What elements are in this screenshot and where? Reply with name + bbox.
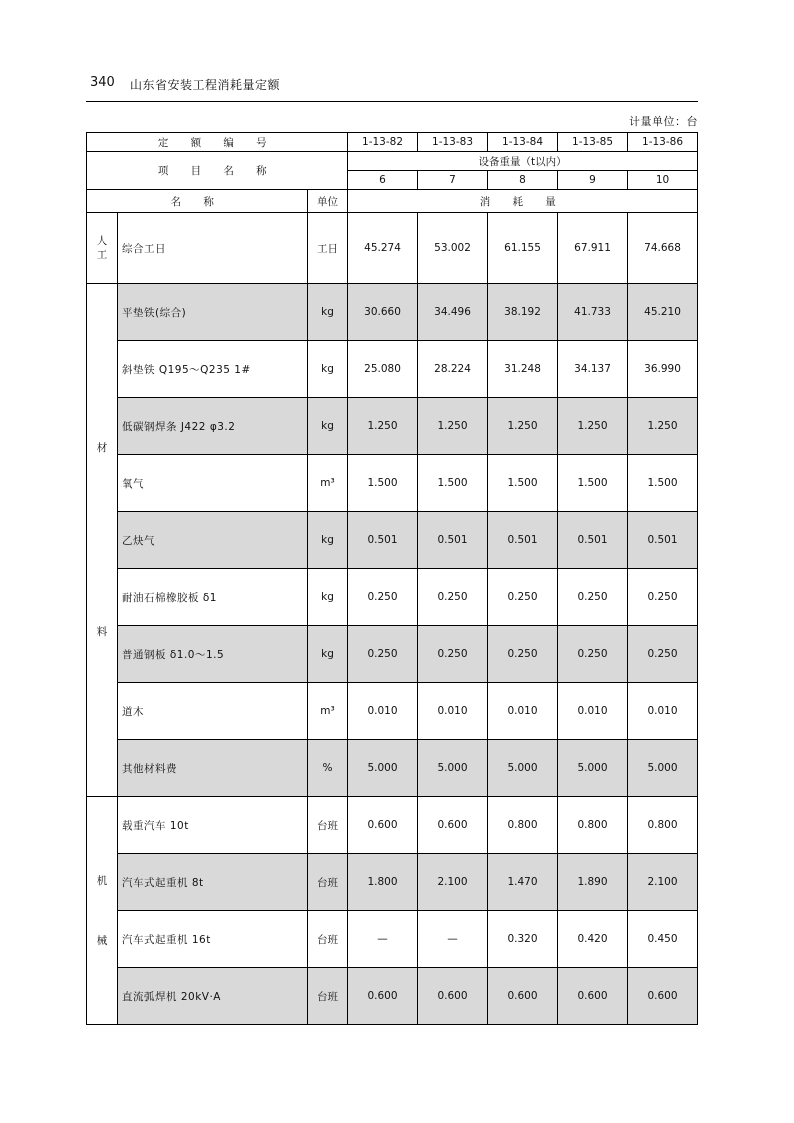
resource-name: 其他材料费 — [118, 740, 308, 797]
consumption-value: 53.002 — [418, 213, 488, 284]
material-row — [87, 626, 698, 683]
machinery-row — [87, 797, 698, 854]
resource-name: 氧气 — [118, 455, 308, 512]
param-value: 8 — [488, 171, 558, 190]
consumption-value: 1.250 — [488, 398, 558, 455]
resource-unit: 台班 — [308, 968, 348, 1025]
resource-name: 平垫铁(综合) — [118, 284, 308, 341]
material-category: 材 料 — [87, 284, 118, 797]
consumption-value: 0.010 — [558, 683, 628, 740]
consumption-value: 1.250 — [418, 398, 488, 455]
consumption-value: 0.320 — [488, 911, 558, 968]
consumption-value: 34.496 — [418, 284, 488, 341]
consumption-value: 5.000 — [558, 740, 628, 797]
consumption-value: 1.500 — [418, 455, 488, 512]
material-row — [87, 284, 698, 341]
consumption-value: 30.660 — [348, 284, 418, 341]
consumption-value: 0.250 — [558, 569, 628, 626]
consumption-value: 0.250 — [348, 626, 418, 683]
resource-name: 耐油石棉橡胶板 δ1 — [118, 569, 308, 626]
machinery-row — [87, 854, 698, 911]
consumption-value: 0.010 — [628, 683, 698, 740]
consumption-value: 0.250 — [488, 626, 558, 683]
param-value: 6 — [348, 171, 418, 190]
material-row — [87, 512, 698, 569]
consumption-header: 消 耗 量 — [348, 190, 698, 213]
quota-code: 1-13-86 — [628, 133, 698, 152]
resource-unit: % — [308, 740, 348, 797]
param-value: 10 — [628, 171, 698, 190]
consumption-value: 34.137 — [558, 341, 628, 398]
consumption-value: — — [348, 911, 418, 968]
consumption-value: 1.500 — [558, 455, 628, 512]
consumption-value: 0.501 — [558, 512, 628, 569]
material-row — [87, 341, 698, 398]
consumption-value: 0.010 — [348, 683, 418, 740]
resource-unit: kg — [308, 284, 348, 341]
consumption-value: 0.250 — [558, 626, 628, 683]
material-row — [87, 740, 698, 797]
machinery-row — [87, 968, 698, 1025]
resource-unit: kg — [308, 398, 348, 455]
consumption-value: 0.420 — [558, 911, 628, 968]
consumption-value: 5.000 — [628, 740, 698, 797]
machinery-row — [87, 911, 698, 968]
name-column-header: 名 称 — [87, 190, 308, 213]
resource-unit: m³ — [308, 683, 348, 740]
resource-name: 汽车式起重机 8t — [118, 854, 308, 911]
consumption-value: 38.192 — [488, 284, 558, 341]
consumption-value: 1.800 — [348, 854, 418, 911]
consumption-value: 0.600 — [628, 968, 698, 1025]
labor-category: 人 工 — [87, 213, 118, 284]
consumption-value: 45.210 — [628, 284, 698, 341]
resource-unit: m³ — [308, 455, 348, 512]
resource-name: 低碳钢焊条 J422 φ3.2 — [118, 398, 308, 455]
consumption-value: 1.500 — [488, 455, 558, 512]
consumption-value: 1.250 — [348, 398, 418, 455]
consumption-value: 0.600 — [348, 797, 418, 854]
consumption-value: 0.501 — [488, 512, 558, 569]
consumption-value: 1.250 — [558, 398, 628, 455]
consumption-value: 0.250 — [348, 569, 418, 626]
consumption-value: 0.501 — [628, 512, 698, 569]
unit-note: 计量单位：台 — [629, 115, 698, 128]
resource-unit: kg — [308, 626, 348, 683]
column-header-row — [87, 190, 698, 213]
consumption-value: — — [418, 911, 488, 968]
consumption-value: 5.000 — [348, 740, 418, 797]
consumption-value: 1.500 — [628, 455, 698, 512]
consumption-value: 0.010 — [418, 683, 488, 740]
consumption-value: 0.250 — [418, 626, 488, 683]
consumption-value: 0.800 — [628, 797, 698, 854]
consumption-value: 0.600 — [348, 968, 418, 1025]
consumption-value: 0.600 — [418, 968, 488, 1025]
param-label-row — [87, 152, 698, 171]
consumption-value: 1.500 — [348, 455, 418, 512]
consumption-value: 31.248 — [488, 341, 558, 398]
labor-row — [87, 213, 698, 284]
consumption-value: 25.080 — [348, 341, 418, 398]
consumption-value: 5.000 — [418, 740, 488, 797]
item-name-label: 项 目 名 称 — [87, 152, 348, 190]
param-label: 设备重量（t以内） — [348, 152, 698, 171]
resource-unit: 台班 — [308, 797, 348, 854]
param-value: 9 — [558, 171, 628, 190]
machinery-category: 机 械 — [87, 797, 118, 1025]
material-row — [87, 683, 698, 740]
consumption-value: 0.250 — [488, 569, 558, 626]
quota-code-row — [87, 133, 698, 152]
quota-code: 1-13-83 — [418, 133, 488, 152]
consumption-value: 0.600 — [418, 797, 488, 854]
consumption-value: 0.800 — [558, 797, 628, 854]
quota-code: 1-13-82 — [348, 133, 418, 152]
consumption-value: 2.100 — [628, 854, 698, 911]
resource-unit: 工日 — [308, 213, 348, 284]
material-row — [87, 455, 698, 512]
consumption-value: 45.274 — [348, 213, 418, 284]
consumption-value: 1.470 — [488, 854, 558, 911]
resource-unit: kg — [308, 341, 348, 398]
consumption-value: 0.250 — [418, 569, 488, 626]
resource-name: 普通钢板 δ1.0～1.5 — [118, 626, 308, 683]
material-row — [87, 398, 698, 455]
resource-unit: 台班 — [308, 854, 348, 911]
quota-table — [86, 132, 698, 1025]
quota-code-label: 定 额 编 号 — [87, 133, 348, 152]
resource-name: 直流弧焊机 20kV·A — [118, 968, 308, 1025]
resource-name: 载重汽车 10t — [118, 797, 308, 854]
consumption-value: 28.224 — [418, 341, 488, 398]
consumption-value: 0.600 — [488, 968, 558, 1025]
consumption-value: 2.100 — [418, 854, 488, 911]
consumption-value: 1.250 — [628, 398, 698, 455]
quota-code: 1-13-85 — [558, 133, 628, 152]
consumption-value: 0.501 — [418, 512, 488, 569]
consumption-value: 5.000 — [488, 740, 558, 797]
consumption-value: 74.668 — [628, 213, 698, 284]
consumption-value: 41.733 — [558, 284, 628, 341]
consumption-value: 0.010 — [488, 683, 558, 740]
material-row — [87, 569, 698, 626]
resource-unit: kg — [308, 512, 348, 569]
consumption-value: 0.800 — [488, 797, 558, 854]
page-number: 340 — [90, 75, 115, 90]
consumption-value: 0.250 — [628, 626, 698, 683]
resource-unit: 台班 — [308, 911, 348, 968]
param-value: 7 — [418, 171, 488, 190]
consumption-value: 0.250 — [628, 569, 698, 626]
resource-unit: kg — [308, 569, 348, 626]
resource-name: 汽车式起重机 16t — [118, 911, 308, 968]
consumption-value: 36.990 — [628, 341, 698, 398]
resource-name: 斜垫铁 Q195～Q235 1# — [118, 341, 308, 398]
consumption-value: 1.890 — [558, 854, 628, 911]
book-title: 山东省安装工程消耗量定额 — [130, 78, 281, 92]
unit-column-header: 单位 — [308, 190, 348, 213]
consumption-value: 0.600 — [558, 968, 628, 1025]
consumption-value: 0.450 — [628, 911, 698, 968]
consumption-value: 67.911 — [558, 213, 628, 284]
consumption-value: 0.501 — [348, 512, 418, 569]
resource-name: 综合工日 — [118, 213, 308, 284]
consumption-value: 61.155 — [488, 213, 558, 284]
page-header — [86, 73, 698, 102]
quota-code: 1-13-84 — [488, 133, 558, 152]
resource-name: 乙炔气 — [118, 512, 308, 569]
resource-name: 道木 — [118, 683, 308, 740]
